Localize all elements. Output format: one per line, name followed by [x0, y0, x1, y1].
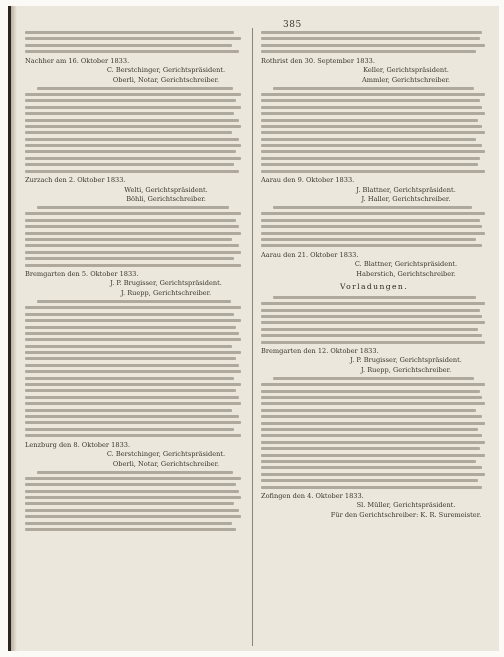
notice-date-line: Aarau den 9. Oktober 1833. [261, 176, 355, 185]
text-line [25, 125, 241, 128]
text-line [25, 522, 232, 525]
text-line [25, 428, 234, 431]
text-line [25, 528, 236, 531]
text-line [25, 477, 241, 480]
column-divider [252, 28, 253, 646]
signature-president: C. Blattner, Gerichtspräsident. [354, 260, 458, 269]
text-line [261, 441, 485, 444]
text-line [261, 466, 482, 469]
text-line [261, 138, 476, 141]
notice-date-line: Zofingen den 4. Oktober 1833. [261, 491, 364, 500]
text-line [25, 389, 236, 392]
notice-date-line: Bremgarten den 5. Oktober 1833. [25, 269, 139, 278]
text-line [273, 87, 474, 90]
notice-date-line: Nachher am 16. Oktober 1833. [25, 56, 130, 65]
right-column [261, 30, 487, 522]
text-line [25, 264, 241, 267]
text-line [261, 302, 485, 305]
text-line [273, 377, 474, 380]
text-line [261, 112, 485, 115]
signature-president: C. Berstchinger, Gerichtspräsident. [106, 66, 226, 75]
text-line [25, 150, 236, 153]
notice-left-5 [25, 471, 243, 532]
text-line [25, 377, 234, 380]
notice-left-2 [25, 87, 243, 203]
text-line [25, 131, 232, 134]
text-line [25, 106, 241, 109]
text-line [261, 238, 476, 241]
text-line [37, 300, 231, 303]
page-binding-edge [11, 6, 17, 651]
text-line [273, 206, 472, 209]
text-line [261, 328, 478, 331]
summons-2 [261, 377, 487, 519]
text-line [25, 383, 241, 386]
notice-date-line: Lenzburg den 8. Oktober 1833. [25, 440, 131, 449]
text-line [261, 170, 485, 173]
signature-president: J. P. Brugisser, Gerichtspräsident. [110, 279, 222, 288]
text-line [25, 119, 239, 122]
signature-clerk: Oberli, Notar, Gerichtschreiber. [112, 75, 220, 84]
text-line [273, 296, 476, 299]
text-line [25, 257, 234, 260]
text-line [261, 31, 482, 34]
text-line [37, 471, 233, 474]
text-line [25, 251, 241, 254]
text-line [261, 125, 482, 128]
summons-1 [261, 296, 487, 374]
text-line [25, 396, 239, 399]
text-line [25, 244, 239, 247]
text-line [25, 144, 241, 147]
text-line [261, 315, 482, 318]
text-line [25, 490, 239, 493]
text-line [25, 313, 234, 316]
notice-date-line: Aarau den 21. Oktober 1833. [261, 250, 359, 259]
signature-clerk: Haberstich, Gerichtschreiber. [356, 269, 456, 278]
text-line [25, 345, 232, 348]
text-line [261, 232, 485, 235]
text-line [25, 44, 232, 47]
text-line [25, 37, 241, 40]
text-line [261, 409, 476, 412]
notice-right-2 [261, 87, 487, 203]
text-line [261, 428, 478, 431]
text-line [25, 502, 234, 505]
text-line [25, 157, 241, 160]
text-line [25, 332, 239, 335]
text-line [25, 163, 234, 166]
text-line [261, 415, 482, 418]
text-line [25, 351, 241, 354]
text-line [261, 163, 478, 166]
page-number: 385 [283, 20, 302, 30]
text-line [25, 415, 239, 418]
text-line [25, 219, 236, 222]
text-line [261, 212, 485, 215]
text-line [25, 319, 241, 322]
signature-clerk: Oberli, Notar, Gerichtschreiber. [112, 459, 220, 468]
text-line [261, 402, 485, 405]
signature-president: J. P. Brugisser, Gerichtspräsident. [350, 356, 462, 365]
text-line [261, 390, 480, 393]
text-line [25, 225, 239, 228]
text-line [261, 396, 482, 399]
signature-president: Sl. Müller, Gerichtspräsident. [356, 501, 456, 510]
text-line [25, 232, 241, 235]
text-line [261, 131, 485, 134]
text-line [261, 50, 476, 53]
text-line [25, 306, 241, 309]
text-line [25, 357, 236, 360]
notice-date-line: Rothrist den 30. September 1833. [261, 56, 375, 65]
text-line [261, 106, 482, 109]
text-line [25, 483, 236, 486]
text-line [261, 479, 478, 482]
text-line [25, 31, 234, 34]
text-line [261, 454, 485, 457]
text-line [261, 486, 482, 489]
text-line [261, 93, 485, 96]
text-line [25, 434, 241, 437]
text-line [25, 509, 239, 512]
text-line [37, 87, 233, 90]
notice-date-line: Zurzach den 2. Oktober 1833. [25, 176, 126, 185]
text-line [261, 341, 485, 344]
notice-left-3 [25, 206, 243, 297]
signature-clerk: Böhli, Gerichtschreiber. [126, 195, 206, 204]
text-line [25, 496, 241, 499]
section-heading-vorladungen: Vorladungen. [339, 281, 409, 291]
left-column [25, 30, 243, 534]
text-line [25, 170, 239, 173]
text-line [25, 138, 239, 141]
text-line [25, 402, 241, 405]
signature-clerk: J. Ruepp, Gerichtschreiber. [360, 365, 452, 374]
text-line [25, 370, 241, 373]
text-line [25, 364, 239, 367]
notice-left-4 [25, 300, 243, 468]
text-line [25, 421, 241, 424]
text-line [261, 219, 480, 222]
text-line [261, 434, 482, 437]
text-line [261, 334, 482, 337]
notice-right-1 [261, 31, 487, 84]
text-line [261, 119, 478, 122]
gazette-page [8, 6, 499, 651]
text-line [261, 99, 480, 102]
signature-president: J. Blattner, Gerichtspräsident. [356, 185, 456, 194]
text-line [261, 422, 485, 425]
text-line [261, 144, 482, 147]
signature-president: Keller, Gerichtspräsident. [363, 66, 449, 75]
text-line [261, 309, 480, 312]
text-line [261, 37, 480, 40]
text-line [25, 99, 236, 102]
text-line [261, 44, 485, 47]
text-line [261, 473, 485, 476]
text-line [261, 150, 485, 153]
signature-clerk: J. Haller, Gerichtschreiber. [361, 195, 451, 204]
text-line [25, 212, 241, 215]
text-line [261, 460, 476, 463]
text-line [25, 93, 241, 96]
text-line [25, 326, 236, 329]
text-line [261, 383, 485, 386]
notice-date-line: Bremgarten den 12. Oktober 1833. [261, 346, 379, 355]
text-line [261, 225, 482, 228]
text-line [261, 321, 485, 324]
signature-clerk: J. Ruepp, Gerichtschreiber. [120, 288, 212, 297]
text-line [261, 157, 480, 160]
signature-clerk: Für den Gerichtschreiber: K. R. Suremeister. [330, 510, 482, 519]
text-line [25, 515, 241, 518]
text-line [25, 50, 239, 53]
text-line [261, 447, 480, 450]
signature-president: C. Berstchinger, Gerichtspräsident. [106, 450, 226, 459]
notice-right-3 [261, 206, 487, 278]
text-line [25, 409, 232, 412]
notice-left-1 [25, 31, 243, 84]
text-line [25, 112, 234, 115]
text-line [25, 238, 232, 241]
text-line [37, 206, 229, 209]
text-line [25, 338, 241, 341]
signature-clerk: Ammler, Gerichtschreiber. [361, 75, 451, 84]
text-line [261, 244, 482, 247]
signature-president: Welti, Gerichtspräsident. [124, 185, 208, 194]
